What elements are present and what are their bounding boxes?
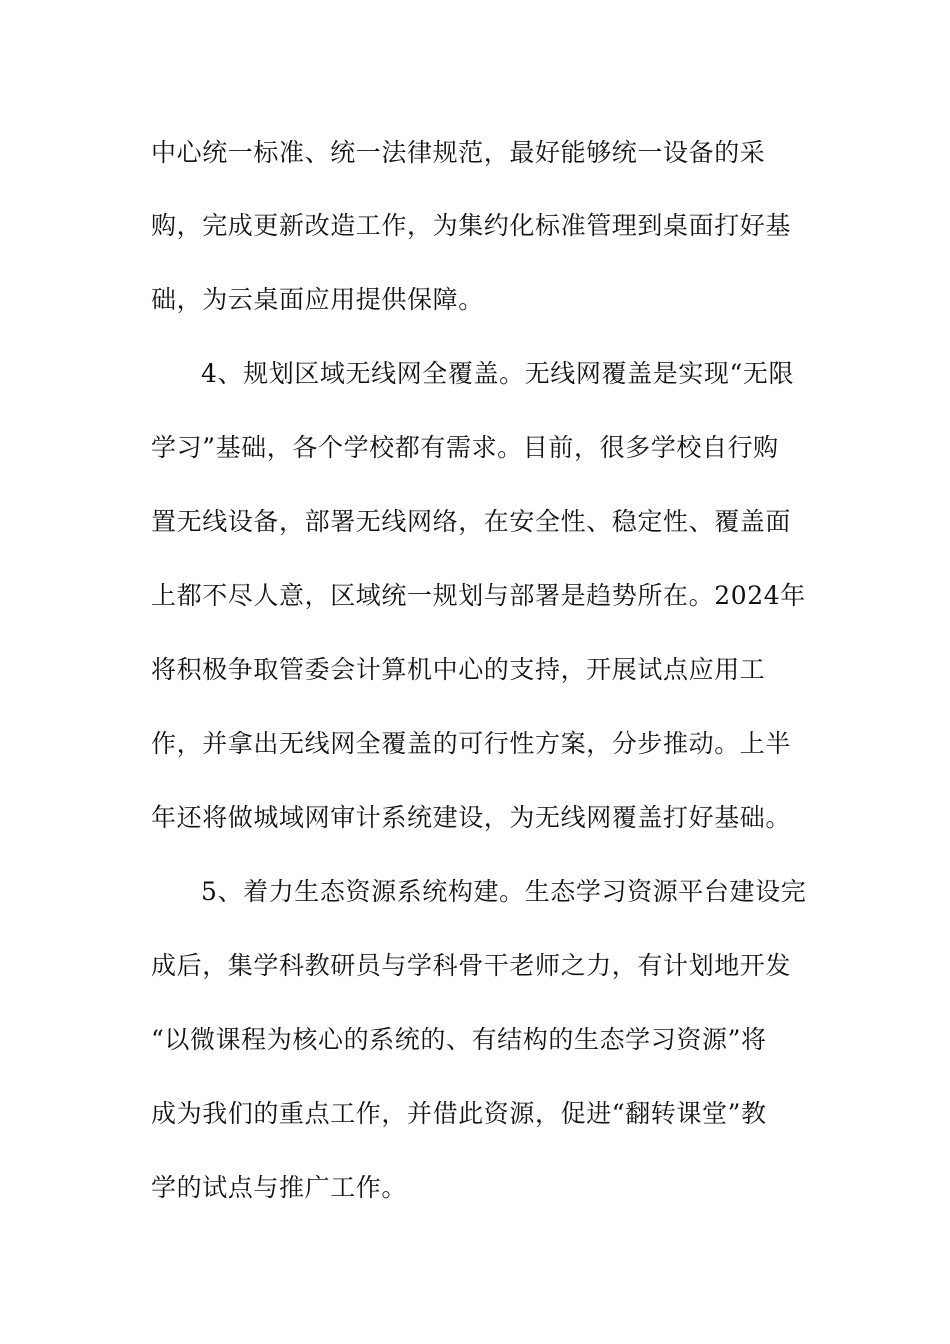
text-line: 学的试点与推广工作。 [151,1173,408,1202]
text-line: 中心统一标准、统一法律规范，最好能够统一设备的采 [151,138,766,167]
text-line: 础，为云桌面应用提供保障。 [151,285,484,314]
paragraph-first-line: 5、着力生态资源系统构建。生态学习资源平台建设完 [201,877,807,906]
paragraph-first-line: 4、规划区域无线网全覆盖。无线网覆盖是实现“无限 [201,359,795,388]
text-line: 置无线设备，部署无线网络，在安全性、稳定性、覆盖面 [151,507,792,536]
text-line: 上都不尽人意，区域统一规划与部署是趋势所在。2024年 [151,581,806,610]
text-line: 购，完成更新改造工作，为集约化标准管理到桌面打好基 [151,211,792,240]
text-line: 将积极争取管委会计算机中心的支持，开展试点应用工 [151,655,766,684]
text-line: 成后，集学科教研员与学科骨干老师之力，有计划地开发 [151,951,792,980]
text-line: 年还将做城域网审计系统建设，为无线网覆盖打好基础。 [151,803,792,832]
text-line: 作，并拿出无线网全覆盖的可行性方案，分步推动。上半 [151,729,792,758]
text-line: 成为我们的重点工作，并借此资源，促进“翻转课堂”教 [151,1099,767,1128]
text-line: “以微课程为核心的系统的、有结构的生态学习资源”将 [151,1025,767,1054]
text-line: 学习”基础，各个学校都有需求。目前，很多学校自行购 [151,433,779,462]
